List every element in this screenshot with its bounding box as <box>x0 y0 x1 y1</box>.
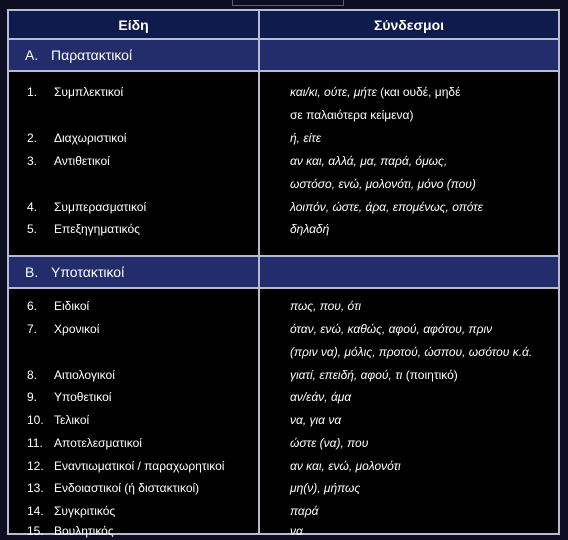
section-letter: Α. <box>25 47 39 63</box>
cropped-frame-fragment <box>232 0 344 6</box>
item-name: Αποτελεσματικοί <box>54 436 142 450</box>
item-number: 11. <box>27 436 43 450</box>
item-number: 2. <box>27 131 38 145</box>
conjunctions-table <box>7 9 560 538</box>
item-number: 14. <box>27 504 44 518</box>
item-name: Αντιθετικοί <box>54 154 110 168</box>
item-name: Ενδοιαστικοί (ή διστακτικοί) <box>54 481 200 495</box>
item-name: Υποθετικοί <box>54 390 112 404</box>
item-conjunctions-cont: (πριν να), μόλις, προτού, ώσπου, ωσότου κ.ά. <box>290 345 533 359</box>
item-name: Επεξηγηματικός <box>54 222 140 236</box>
item-conjunctions: μη(ν), μήπως <box>290 481 361 495</box>
table-header <box>9 11 558 40</box>
item-name: Αιτιολογικοί <box>54 368 115 382</box>
section-b-body <box>9 289 558 538</box>
item-conjunctions: γιατί, επειδή, αφού, τι (ποιητικό) <box>290 368 458 382</box>
item-conjunctions: και/κι, ούτε, μήτε (και ουδέ, μηδέ <box>290 85 461 99</box>
item-number: 10. <box>27 413 44 427</box>
item-name: Εναντιωματικοί / παραχωρητικοί <box>54 459 225 473</box>
item-conjunctions: αν και, ενώ, μολονότι <box>290 459 401 473</box>
header-col-conjunctions: Σύνδεσμοι <box>373 17 445 33</box>
item-number: 15. <box>27 524 44 538</box>
item-conjunctions: ή, είτε <box>290 131 322 145</box>
item-name: Ειδικοί <box>54 299 90 313</box>
item-conjunctions: ώστε (να), που <box>290 436 369 450</box>
item-name: Χρονικοί <box>54 322 100 336</box>
item-conjunctions: να <box>290 524 303 538</box>
item-name: Συγκριτικός <box>54 504 116 518</box>
item-conjunctions: αν και, αλλά, μα, παρά, όμως, <box>290 154 448 168</box>
item-conjunctions-cont: ωστόσο, ενώ, μολονότι, μόνο (που) <box>290 177 476 191</box>
section-b-heading <box>9 255 558 289</box>
item-conjunctions: αν/εάν, άμα <box>290 390 352 404</box>
item-number: 5. <box>27 222 38 236</box>
item-conjunctions-cont: σε παλαιότερα κείμενα) <box>290 108 414 122</box>
item-number: 1. <box>27 85 38 99</box>
item-name: Συμπερασματικοί <box>54 200 147 214</box>
item-number: 9. <box>27 390 38 404</box>
item-number: 3. <box>27 154 38 168</box>
item-conjunctions: λοιπόν, ώστε, άρα, επομένως, οπότε <box>290 200 483 214</box>
item-conjunctions: δηλαδή <box>290 222 330 236</box>
item-conjunctions: να, για να <box>290 413 342 427</box>
item-name: Συμπλεκτικοί <box>54 85 124 99</box>
item-conjunctions: όταν, ενώ, καθώς, αφού, αφότου, πριν <box>290 322 493 336</box>
section-a-heading <box>9 40 558 72</box>
section-a-body <box>9 72 558 255</box>
item-conjunctions: παρά <box>290 504 319 518</box>
item-name: Τελικοί <box>54 413 90 427</box>
item-number: 8. <box>27 368 38 382</box>
item-number: 7. <box>27 322 38 336</box>
top-strip <box>0 0 568 9</box>
item-conjunctions: πως, που, ότι <box>290 299 362 313</box>
item-name: Βουλητικός <box>54 524 114 538</box>
section-title: Παρατακτικοί <box>51 47 133 63</box>
section-letter: Β. <box>25 264 39 280</box>
item-number: 12. <box>27 459 44 473</box>
header-col-types: Είδη <box>118 17 149 33</box>
item-name: Διαχωριστικοί <box>54 131 127 145</box>
item-number: 6. <box>27 299 38 313</box>
section-title: Υποτακτικοί <box>51 264 125 280</box>
item-number: 13. <box>27 481 44 495</box>
item-number: 4. <box>27 200 38 214</box>
